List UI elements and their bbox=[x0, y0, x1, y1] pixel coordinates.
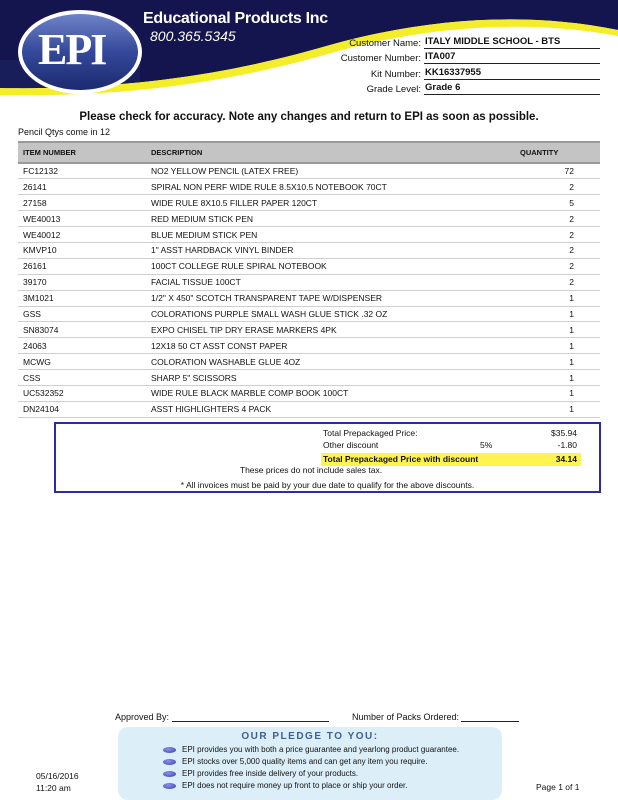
total-price-label: Total Prepackaged Price: bbox=[323, 428, 418, 438]
pencil-qty-note: Pencil Qtys come in 12 bbox=[18, 127, 111, 137]
table-row bbox=[18, 179, 600, 195]
item-description: 1/2" X 450" SCOTCH TRANSPARENT TAPE W/DISPENSER bbox=[148, 290, 520, 306]
table-row bbox=[18, 322, 600, 338]
item-number: FC12132 bbox=[18, 163, 148, 179]
pledge-list bbox=[163, 744, 459, 792]
table-row bbox=[18, 274, 600, 290]
item-description: 1" ASST HARDBACK VINYL BINDER bbox=[148, 242, 520, 258]
item-number: KMVP10 bbox=[18, 242, 148, 258]
table-row bbox=[18, 258, 600, 274]
item-number: DN24104 bbox=[18, 401, 148, 417]
page-number: Page 1 of 1 bbox=[536, 782, 580, 792]
item-description: EXPO CHISEL TIP DRY ERASE MARKERS 4PK bbox=[148, 322, 520, 338]
final-price-value: 34.14 bbox=[555, 454, 577, 464]
item-quantity: 1 bbox=[520, 401, 600, 417]
table-header-row bbox=[18, 142, 600, 163]
sales-tax-note: These prices do not include sales tax. bbox=[239, 465, 383, 475]
item-quantity: 1 bbox=[520, 322, 600, 338]
grade-level-row bbox=[300, 80, 600, 96]
item-quantity: 2 bbox=[520, 274, 600, 290]
pledge-text: EPI stocks over 5,000 quality items and can get any item you require. bbox=[182, 757, 428, 766]
header-item-number: ITEM NUMBER bbox=[18, 142, 148, 163]
bullet-icon bbox=[163, 771, 176, 777]
item-description: SHARP 5" SCISSORS bbox=[148, 370, 520, 386]
item-number: MCWG bbox=[18, 354, 148, 370]
item-number: 3M1021 bbox=[18, 290, 148, 306]
items-table bbox=[18, 141, 600, 418]
pledge-item bbox=[163, 768, 459, 780]
item-quantity: 1 bbox=[520, 354, 600, 370]
totals-box bbox=[54, 422, 601, 493]
item-description: 100CT COLLEGE RULE SPIRAL NOTEBOOK bbox=[148, 258, 520, 274]
table-row bbox=[18, 195, 600, 211]
item-description: ASST HIGHLIGHTERS 4 PACK bbox=[148, 401, 520, 417]
table-row bbox=[18, 211, 600, 227]
bullet-icon bbox=[163, 759, 176, 765]
packs-ordered-field[interactable] bbox=[461, 721, 519, 722]
approved-by-label: Approved By: bbox=[115, 712, 170, 722]
customer-number-row bbox=[300, 49, 600, 65]
table-row bbox=[18, 306, 600, 322]
discount-percent: 5% bbox=[480, 440, 493, 450]
item-number: SN83074 bbox=[18, 322, 148, 338]
item-number: CSS bbox=[18, 370, 148, 386]
customer-name-value: ITALY MIDDLE SCHOOL - BTS bbox=[424, 36, 600, 49]
table-row bbox=[18, 290, 600, 306]
item-number: WE40013 bbox=[18, 211, 148, 227]
print-time: 11:20 am bbox=[36, 782, 71, 793]
logo-text: EPI bbox=[38, 25, 106, 74]
table-row bbox=[18, 227, 600, 243]
item-description: FACIAL TISSUE 100CT bbox=[148, 274, 520, 290]
item-quantity: 1 bbox=[520, 370, 600, 386]
invoice-note: * All invoices must be paid by your due date to qualify for the above discounts. bbox=[180, 480, 475, 490]
item-quantity: 72 bbox=[520, 163, 600, 179]
approved-by-field[interactable] bbox=[172, 721, 329, 722]
company-phone: 800.365.5345 bbox=[150, 28, 236, 44]
header-description: DESCRIPTION bbox=[148, 142, 520, 163]
table-row bbox=[18, 163, 600, 179]
customer-name-row bbox=[300, 33, 600, 49]
customer-number-value: ITA007 bbox=[424, 51, 600, 64]
table-row bbox=[18, 401, 600, 417]
item-quantity: 1 bbox=[520, 290, 600, 306]
item-number: 26141 bbox=[18, 179, 148, 195]
company-name: Educational Products Inc bbox=[143, 10, 328, 27]
item-quantity: 1 bbox=[520, 306, 600, 322]
item-description: 12X18 50 CT ASST CONST PAPER bbox=[148, 338, 520, 354]
item-description: RED MEDIUM STICK PEN bbox=[148, 211, 520, 227]
customer-number-label: Customer Number: bbox=[340, 53, 421, 64]
bullet-icon bbox=[163, 783, 176, 789]
table-row bbox=[18, 354, 600, 370]
table-row bbox=[18, 242, 600, 258]
kit-number-row bbox=[300, 64, 600, 80]
final-price-label: Total Prepackaged Price with discount bbox=[323, 454, 479, 464]
item-quantity: 2 bbox=[520, 227, 600, 243]
item-number: 27158 bbox=[18, 195, 148, 211]
print-date: 05/16/2016 bbox=[36, 771, 79, 781]
item-description: NO2 YELLOW PENCIL (LATEX FREE) bbox=[148, 163, 520, 179]
discount-row bbox=[321, 439, 581, 452]
grade-level-value: Grade 6 bbox=[424, 82, 600, 95]
pledge-item bbox=[163, 756, 459, 768]
kit-number-label: Kit Number: bbox=[370, 68, 421, 80]
bullet-icon bbox=[163, 747, 176, 753]
item-quantity: 1 bbox=[520, 385, 600, 401]
pledge-item bbox=[163, 744, 459, 756]
item-description: COLORATION WASHABLE GLUE 4OZ bbox=[148, 354, 520, 370]
pledge-text: EPI provides free inside delivery of your products. bbox=[182, 769, 359, 778]
discount-value: -1.80 bbox=[557, 440, 577, 450]
discount-label: Other discount bbox=[323, 440, 379, 450]
item-description: WIDE RULE BLACK MARBLE COMP BOOK 100CT bbox=[148, 385, 520, 401]
kit-number-value: KK16337955 bbox=[424, 67, 600, 80]
item-quantity: 2 bbox=[520, 211, 600, 227]
item-quantity: 2 bbox=[520, 242, 600, 258]
item-quantity: 5 bbox=[520, 195, 600, 211]
pledge-text: EPI provides you with both a price guarantee and yearlong product guarantee. bbox=[182, 745, 460, 754]
grade-level-label: Grade Level: bbox=[366, 84, 421, 95]
item-quantity: 2 bbox=[520, 179, 600, 195]
table-row bbox=[18, 385, 600, 401]
print-datetime bbox=[36, 771, 79, 794]
item-number: GSS bbox=[18, 306, 148, 322]
item-number: UC532352 bbox=[18, 385, 148, 401]
epi-logo bbox=[38, 25, 106, 74]
pledge-title: OUR PLEDGE TO YOU: bbox=[241, 731, 379, 742]
table-row bbox=[18, 370, 600, 386]
header-quantity: QUANTITY bbox=[520, 142, 600, 163]
table-row bbox=[18, 338, 600, 354]
item-description: COLORATIONS PURPLE SMALL WASH GLUE STICK .32 OZ bbox=[148, 306, 520, 322]
item-number: 39170 bbox=[18, 274, 148, 290]
item-quantity: 1 bbox=[520, 338, 600, 354]
customer-info bbox=[300, 33, 600, 95]
pledge-text: EPI does not require money up front to place or ship your order. bbox=[182, 781, 408, 790]
packs-ordered-label: Number of Packs Ordered: bbox=[352, 712, 460, 722]
item-description: SPIRAL NON PERF WIDE RULE 8.5X10.5 NOTEBOOK 70CT bbox=[148, 179, 520, 195]
item-number: 24063 bbox=[18, 338, 148, 354]
item-number: 26161 bbox=[18, 258, 148, 274]
total-price-value: $35.94 bbox=[551, 428, 577, 438]
accuracy-notice: Please check for accuracy. Note any changes and return to EPI as soon as possible. bbox=[79, 111, 539, 123]
customer-name-label: Customer Name: bbox=[349, 37, 421, 49]
item-description: BLUE MEDIUM STICK PEN bbox=[148, 227, 520, 243]
item-description: WIDE RULE 8X10.5 FILLER PAPER 120CT bbox=[148, 195, 520, 211]
pledge-item bbox=[163, 780, 459, 792]
pledge-box bbox=[118, 727, 502, 800]
item-quantity: 2 bbox=[520, 258, 600, 274]
item-number: WE40012 bbox=[18, 227, 148, 243]
